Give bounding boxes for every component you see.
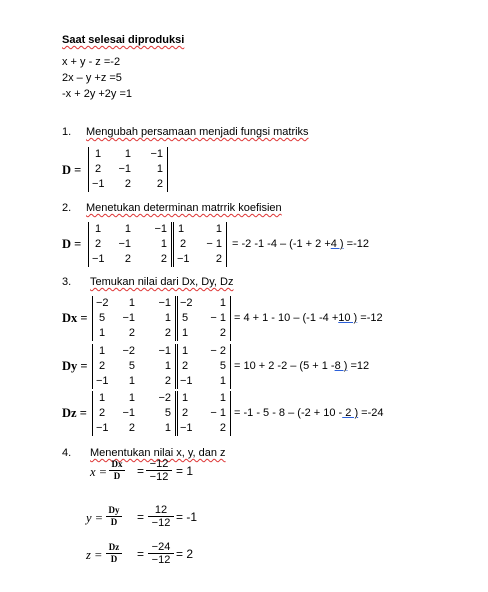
matrix-cell: 1 [215, 223, 222, 235]
solution-y-var: y = [86, 511, 104, 525]
matrix-cell: 2 [219, 422, 226, 434]
matrix-cell: 2 [128, 422, 135, 434]
matrix-cell: 5 [182, 312, 189, 324]
solution-z-var: z = [86, 548, 103, 562]
matrix-d-label: D = [62, 163, 82, 177]
matrix-cell: − 2 [210, 345, 226, 357]
solution-x-result: = 1 [176, 464, 194, 478]
matrix-cell: 1 [124, 223, 131, 235]
solution-x-formula [109, 459, 125, 482]
fraction-denominator: −12 [149, 471, 169, 483]
solution-y-result: = -1 [176, 510, 198, 524]
step-1-number: 1. [62, 126, 72, 138]
fraction-numerator: Dy [108, 505, 120, 515]
matrix-cell: 1 [95, 223, 102, 235]
matrix-cell: −2 [180, 297, 193, 309]
calc-underlined: 2 ) [342, 407, 359, 419]
step-2-number: 2. [62, 202, 72, 214]
step-4-text: Menentukan nilai x, y, dan z [90, 447, 226, 459]
det-dx-label: Dx = [62, 311, 88, 325]
calc-result: =-12 [343, 238, 369, 250]
det-d-matrix [88, 222, 172, 267]
solution-z-result: = 2 [176, 547, 194, 561]
matrix-cell: − 1 [210, 407, 226, 419]
matrix-cell: 2 [164, 375, 171, 387]
matrix-cell: 1 [178, 223, 185, 235]
det-dy-calculation [234, 360, 369, 373]
matrix-cell: 1 [124, 148, 131, 160]
step-1-heading: Mengubah persamaan menjadi fungsi matriks [86, 126, 309, 138]
det-dy-label: Dy = [62, 359, 88, 373]
fraction-denominator: D [113, 471, 121, 481]
matrix-cell: 2 [124, 253, 131, 265]
fraction-denominator: D [110, 554, 118, 564]
matrix-cell: −1 [96, 422, 109, 434]
calc-underlined: 4 ) [330, 238, 344, 250]
matrix-cell: 1 [164, 422, 171, 434]
matrix-cell: 5 [99, 312, 106, 324]
matrix-cell: −2 [158, 392, 171, 404]
matrix-cell: 2 [99, 407, 106, 419]
solution-y-eq: = [137, 510, 145, 524]
matrix-cell: 2 [182, 360, 189, 372]
matrix-cell: 2 [128, 327, 135, 339]
equation-3: -x + 2y +2y =1 [62, 88, 133, 100]
step-4-number: 4. [62, 447, 72, 459]
matrix-cell: 1 [128, 375, 135, 387]
solution-y-formula [106, 505, 122, 528]
matrix-cell: −1 [118, 238, 131, 250]
matrix-cell: −1 [92, 253, 105, 265]
solution-x-eq: = [137, 464, 145, 478]
det-dz-label: Dz = [62, 406, 87, 420]
matrix-cell: 5 [164, 407, 171, 419]
matrix-cell: 1 [182, 392, 189, 404]
matrix-cell: −1 [158, 345, 171, 357]
matrix-cell: 1 [99, 392, 106, 404]
matrix-cell: −2 [96, 297, 109, 309]
matrix-cell: −1 [177, 253, 190, 265]
matrix-cell: 1 [160, 238, 167, 250]
calc-text: = -2 -1 -4 – (-1 + 2 + [232, 238, 331, 250]
matrix-cell: − 1 [210, 312, 226, 324]
matrix-cell: 1 [219, 375, 226, 387]
matrix-cell: 2 [219, 327, 226, 339]
step-3-heading: Temukan nilai dari Dx, Dy, Dz [90, 276, 234, 288]
matrix-cell: 1 [182, 327, 189, 339]
fraction-denominator: −12 [151, 517, 171, 529]
solution-z-formula [106, 542, 122, 565]
matrix-cell: −1 [180, 375, 193, 387]
matrix-cell: −1 [180, 422, 193, 434]
calc-underlined: 8 ) [334, 360, 348, 372]
matrix-cell: 1 [99, 327, 106, 339]
matrix-cell: 1 [99, 345, 106, 357]
det-d-calculation [232, 238, 369, 251]
matrix-cell: 1 [219, 297, 226, 309]
fraction-numerator: Dx [111, 459, 123, 469]
matrix-cell: 2 [95, 163, 102, 175]
det-d-label: D = [62, 237, 82, 251]
matrix-cell: −1 [118, 163, 131, 175]
calc-underlined: 10 ) [338, 312, 358, 324]
det-d-extension [173, 222, 227, 267]
matrix-cell: 2 [182, 407, 189, 419]
matrix-cell: −1 [150, 148, 163, 160]
fraction-numerator: −24 [151, 541, 171, 553]
matrix-cell: 2 [95, 238, 102, 250]
step-3-number: 3. [62, 276, 72, 288]
fraction-numerator: 12 [154, 504, 168, 516]
det-dx-matrix [92, 296, 176, 341]
det-dy-extension [177, 344, 231, 389]
fraction-denominator: −12 [151, 554, 171, 566]
matrix-cell: 5 [128, 360, 135, 372]
matrix-cell: 1 [219, 392, 226, 404]
calc-text: = 4 + 1 - 10 – (-1 -4 + [234, 312, 339, 324]
fraction-numerator: Dz [108, 542, 120, 552]
matrix-cell: −1 [122, 312, 135, 324]
calc-result: =-24 [358, 407, 384, 419]
matrix-cell: −2 [122, 345, 135, 357]
calc-result: =12 [347, 360, 370, 372]
document-title [62, 34, 184, 47]
equation-2: 2x – y +z =5 [62, 72, 122, 84]
matrix-cell: 2 [124, 178, 131, 190]
solution-z-fraction [148, 541, 174, 566]
calc-text: = -1 - 5 - 8 – (-2 + 10 - [234, 407, 343, 419]
solution-x-var: x = [90, 465, 108, 479]
matrix-cell: 2 [215, 253, 222, 265]
matrix-cell: 1 [156, 163, 163, 175]
matrix-cell: −1 [96, 375, 109, 387]
det-dx-extension [177, 296, 231, 341]
step-2-heading: Menetukan determinan matrrik koefisien [86, 202, 282, 214]
matrix-cell: 2 [156, 178, 163, 190]
det-dz-matrix [92, 391, 176, 436]
matrix-cell: 2 [164, 327, 171, 339]
matrix-d [88, 147, 168, 192]
matrix-cell: 1 [128, 297, 135, 309]
matrix-cell: −1 [154, 223, 167, 235]
matrix-cell: 1 [164, 312, 171, 324]
matrix-cell: −1 [122, 407, 135, 419]
det-dz-calculation [234, 407, 384, 420]
matrix-cell: 2 [160, 253, 167, 265]
solution-y-fraction [148, 504, 174, 529]
det-dx-calculation [234, 312, 383, 325]
calc-text: = 10 + 2 -2 – (5 + 1 - [234, 360, 335, 372]
fraction-denominator: D [110, 517, 118, 527]
solution-x-fraction [146, 458, 172, 483]
solution-z-eq: = [137, 547, 145, 561]
calc-result: =-12 [357, 312, 383, 324]
matrix-cell: 1 [164, 360, 171, 372]
title-text: Saat selesai diproduksi [62, 34, 185, 46]
det-dy-matrix [92, 344, 176, 389]
matrix-cell: −1 [158, 297, 171, 309]
matrix-cell: 1 [95, 148, 102, 160]
matrix-cell: 1 [182, 345, 189, 357]
equation-1: x + y - z =-2 [62, 56, 121, 68]
matrix-cell: 2 [99, 360, 106, 372]
fraction-numerator: −12 [149, 458, 169, 470]
matrix-cell: 2 [180, 238, 187, 250]
matrix-cell: 1 [128, 392, 135, 404]
matrix-cell: − 1 [206, 238, 222, 250]
det-dz-extension [177, 391, 231, 436]
matrix-cell: 5 [219, 360, 226, 372]
matrix-cell: −1 [92, 178, 105, 190]
